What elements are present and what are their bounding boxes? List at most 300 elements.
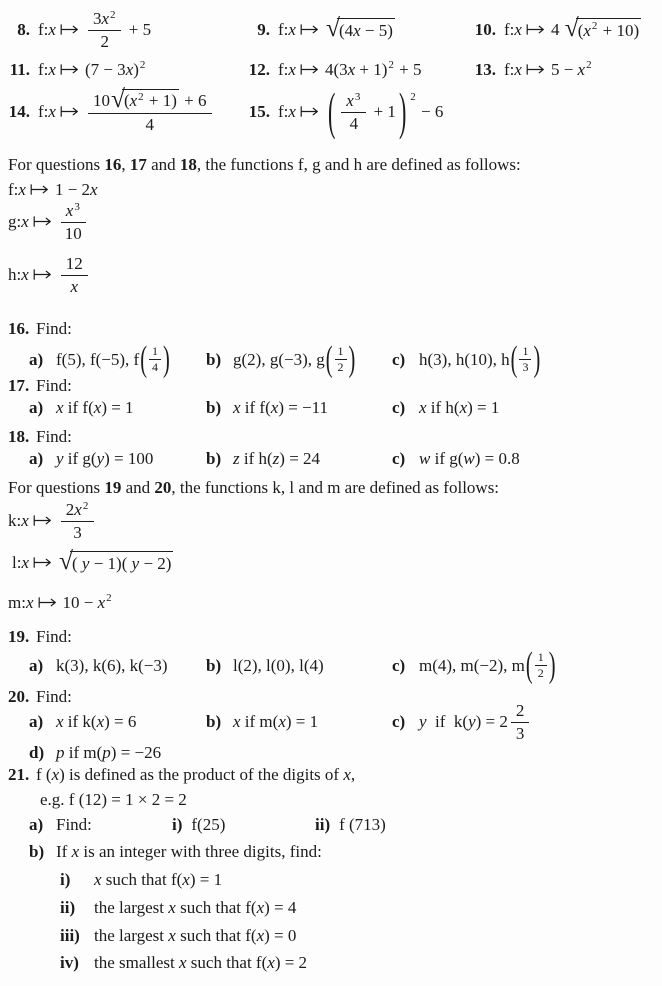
intro-paragraph-19-20 bbox=[8, 477, 499, 498]
math-text: 2 bbox=[65, 500, 75, 519]
problem-number: 12. bbox=[248, 60, 270, 80]
mapsto-icon bbox=[300, 59, 319, 80]
math-text: + 1) bbox=[144, 91, 177, 111]
subpart-math bbox=[94, 869, 222, 890]
math-text: the largest bbox=[94, 898, 169, 917]
math-text: 4 bbox=[152, 360, 159, 374]
math-bold: 17 bbox=[129, 155, 147, 174]
math-text: 4 bbox=[349, 113, 359, 133]
math-text: f(5), f(−5), f bbox=[56, 350, 140, 370]
math-text: + 6 bbox=[179, 90, 207, 110]
math-superscript: 2 bbox=[586, 59, 592, 72]
problem-math bbox=[278, 59, 422, 80]
q18-header bbox=[8, 426, 72, 447]
math-superscript: 3 bbox=[354, 90, 361, 103]
math-var: x bbox=[347, 60, 356, 80]
math-fraction bbox=[149, 345, 161, 375]
question-label: Find: bbox=[36, 627, 72, 646]
math-text: f: bbox=[38, 20, 49, 40]
math-var: x bbox=[256, 926, 265, 945]
question-text bbox=[36, 764, 355, 785]
part-label: a) bbox=[29, 656, 44, 676]
math-paren: ) bbox=[348, 340, 356, 379]
math-bold: 20 bbox=[154, 478, 172, 497]
radical-sign-icon: √ bbox=[110, 84, 125, 114]
math-paren: ) bbox=[398, 81, 407, 141]
math-text: ) = −26 bbox=[110, 743, 162, 762]
math-text: 2 bbox=[515, 700, 525, 720]
math-var: x bbox=[514, 60, 522, 80]
definition-math bbox=[8, 179, 98, 200]
math-var: x bbox=[94, 870, 102, 889]
math-paren: ( bbox=[510, 340, 518, 379]
intro-paragraph-16-18 bbox=[8, 154, 521, 175]
mapsto-icon bbox=[33, 552, 52, 573]
part-math bbox=[419, 340, 541, 379]
math-text: + 1) bbox=[355, 60, 388, 80]
math-var: x bbox=[21, 553, 29, 572]
radical-sign-icon: √ bbox=[564, 13, 579, 43]
math-text: g(2), g(−3), g bbox=[233, 350, 325, 370]
math-text: f: bbox=[504, 60, 515, 80]
part-label: d) bbox=[29, 743, 45, 762]
math-text: ) = 6 bbox=[104, 712, 137, 732]
math-fraction bbox=[519, 345, 531, 375]
math-text: 4 bbox=[550, 20, 564, 40]
fraction-numerator bbox=[88, 84, 212, 114]
math-text: if f( bbox=[63, 398, 94, 418]
item-21a-i bbox=[172, 812, 225, 838]
radicand bbox=[122, 89, 179, 111]
q18-parts-row bbox=[0, 447, 662, 471]
math-text: ( bbox=[72, 554, 82, 573]
intro-text bbox=[8, 154, 521, 175]
question-number: 20. bbox=[8, 687, 30, 706]
mapsto-icon bbox=[60, 19, 79, 40]
math-text: 3 bbox=[522, 360, 529, 374]
problem-number: 9. bbox=[257, 20, 270, 40]
part-text bbox=[56, 841, 322, 862]
part-label: b) bbox=[206, 449, 222, 469]
math-var: x bbox=[25, 593, 34, 612]
math-text: f: bbox=[278, 60, 289, 80]
math-text: e.g. f (12) = 1 × 2 = 2 bbox=[40, 790, 187, 809]
definition-math bbox=[8, 500, 97, 542]
math-var: x bbox=[343, 765, 351, 784]
math-text: 4(3 bbox=[324, 60, 348, 80]
math-var: x bbox=[48, 20, 56, 40]
math-text: ( bbox=[123, 91, 130, 111]
math-text: 10 − bbox=[62, 593, 98, 612]
item-19c bbox=[392, 645, 557, 687]
definition-math bbox=[8, 592, 113, 613]
math-var: x bbox=[583, 21, 591, 41]
fraction-denominator bbox=[65, 223, 82, 244]
fraction-numerator bbox=[535, 651, 547, 666]
problem-number: 15. bbox=[248, 102, 270, 122]
fraction-denominator bbox=[516, 723, 525, 744]
radicand bbox=[70, 551, 173, 574]
mapsto-icon bbox=[300, 19, 319, 40]
part-math bbox=[419, 701, 532, 743]
subpart-label: ii) bbox=[315, 815, 331, 835]
part-label: b) bbox=[206, 656, 222, 676]
math-text: is an integer with three digits, find: bbox=[79, 842, 322, 861]
math-paren: ( bbox=[325, 340, 333, 379]
fraction-denominator bbox=[338, 360, 344, 375]
q20-parts-row bbox=[0, 700, 662, 744]
fraction-numerator bbox=[519, 345, 531, 360]
problem-number: 13. bbox=[474, 60, 496, 80]
question-label: Find: bbox=[36, 319, 72, 338]
fraction-numerator bbox=[511, 701, 530, 723]
math-fraction bbox=[88, 9, 122, 51]
fraction-numerator bbox=[61, 254, 88, 276]
math-bold: 19 bbox=[104, 478, 122, 497]
math-radical bbox=[59, 546, 173, 575]
math-text: , the functions k, l and m are defined as follows: bbox=[171, 478, 500, 497]
math-fraction bbox=[61, 500, 95, 542]
definition-l bbox=[12, 546, 174, 575]
fraction-numerator bbox=[335, 345, 347, 360]
math-text: 2 bbox=[100, 31, 109, 51]
math-var: x bbox=[97, 593, 106, 612]
math-text: f: bbox=[504, 20, 515, 40]
part-math bbox=[56, 397, 134, 418]
math-var: x bbox=[267, 953, 275, 972]
question-number: 17. bbox=[8, 376, 30, 395]
math-text: , bbox=[350, 765, 356, 784]
math-bold: 16 bbox=[104, 155, 122, 174]
math-text: f: bbox=[38, 102, 49, 122]
mapsto-icon bbox=[60, 59, 79, 80]
part-label: c) bbox=[392, 350, 406, 370]
q21-example-line bbox=[40, 789, 187, 810]
intro-text bbox=[8, 477, 499, 498]
part-math bbox=[233, 397, 328, 418]
question-number: 16. bbox=[8, 319, 30, 338]
part-math bbox=[419, 397, 499, 418]
subpart-label: ii) bbox=[60, 898, 76, 917]
math-var: y bbox=[419, 712, 427, 732]
mapsto-icon bbox=[526, 19, 545, 40]
math-text: + 1 bbox=[369, 102, 396, 122]
math-text: (4 bbox=[338, 21, 354, 41]
math-text: 1 bbox=[522, 344, 529, 359]
mapsto-icon bbox=[300, 101, 319, 122]
math-text: 3 bbox=[515, 723, 525, 743]
math-text: such that f( bbox=[175, 898, 257, 917]
math-var: x bbox=[21, 265, 29, 285]
math-superscript: 2 bbox=[109, 8, 116, 21]
item-18a bbox=[29, 447, 153, 471]
question-number: 21. bbox=[8, 765, 30, 784]
math-var: x bbox=[48, 60, 56, 80]
math-bold: 18 bbox=[179, 155, 197, 174]
math-text: ) bbox=[133, 60, 139, 80]
math-paren: ) bbox=[163, 340, 170, 379]
math-var: p bbox=[102, 743, 111, 762]
math-text: f (713) bbox=[339, 815, 386, 835]
math-var: x bbox=[56, 398, 64, 418]
problem-math bbox=[278, 13, 396, 43]
math-text: 10 bbox=[92, 90, 110, 110]
definition-g bbox=[8, 201, 89, 243]
math-text: 2 bbox=[337, 360, 344, 374]
q16-parts-row bbox=[0, 337, 662, 383]
math-text: and bbox=[121, 478, 155, 497]
math-text: If bbox=[56, 842, 72, 861]
math-text: if m( bbox=[64, 743, 103, 762]
math-paren: ( bbox=[140, 340, 148, 379]
part-label: a) bbox=[29, 398, 44, 418]
math-var: y bbox=[81, 554, 90, 573]
math-text: ) = 1 bbox=[285, 712, 319, 732]
item-17c bbox=[392, 396, 499, 420]
math-var: z bbox=[272, 449, 280, 469]
problems-row-1 bbox=[0, 4, 662, 56]
fraction-numerator bbox=[341, 91, 366, 113]
math-var: x bbox=[577, 60, 586, 80]
math-fraction bbox=[335, 345, 347, 375]
math-text: For questions bbox=[8, 155, 105, 174]
math-var: w bbox=[419, 449, 431, 469]
part-label: a) bbox=[29, 350, 44, 370]
problem-math bbox=[38, 84, 215, 134]
part-label: a) bbox=[29, 712, 44, 732]
math-var: x bbox=[101, 8, 109, 28]
math-text: f: bbox=[278, 102, 289, 122]
math-text: 1 bbox=[337, 344, 344, 359]
math-text: 3 bbox=[92, 8, 102, 28]
problem-15 bbox=[240, 80, 443, 144]
math-var: x bbox=[288, 60, 296, 80]
math-text: f: bbox=[8, 180, 19, 199]
part-math bbox=[233, 655, 324, 676]
definition-k bbox=[8, 500, 97, 542]
math-var: x bbox=[419, 398, 427, 418]
part-math bbox=[56, 340, 171, 379]
part-math bbox=[233, 448, 320, 469]
math-var: y bbox=[56, 449, 64, 469]
math-var: x bbox=[270, 398, 279, 418]
fraction-denominator bbox=[145, 114, 154, 135]
math-superscript: 2 bbox=[82, 500, 89, 512]
math-var: x bbox=[21, 212, 29, 232]
math-var: x bbox=[233, 398, 241, 418]
math-text: such that f( bbox=[186, 953, 268, 972]
math-text: the largest bbox=[94, 926, 169, 945]
part-label: a) bbox=[29, 815, 44, 835]
mapsto-icon bbox=[30, 179, 49, 200]
question-number: 19. bbox=[8, 627, 30, 646]
math-text: if h( bbox=[426, 398, 460, 418]
item-16c bbox=[392, 337, 541, 383]
definition-m bbox=[8, 592, 113, 613]
mapsto-icon bbox=[38, 592, 57, 613]
part-label: a) bbox=[29, 449, 44, 469]
math-var: x bbox=[514, 20, 522, 40]
q21-line-1 bbox=[8, 764, 355, 785]
part-math bbox=[56, 655, 168, 676]
fraction-denominator bbox=[538, 666, 544, 681]
radicand bbox=[337, 18, 395, 41]
math-text: 1 bbox=[152, 344, 159, 359]
math-fraction bbox=[511, 701, 530, 743]
math-text: ) is defined as the product of the digits of bbox=[59, 765, 344, 784]
math-var: x bbox=[346, 90, 354, 110]
math-text: such that f( bbox=[175, 926, 257, 945]
subpart-math bbox=[94, 952, 307, 973]
math-var: x bbox=[74, 500, 82, 519]
math-var: x bbox=[96, 712, 105, 732]
math-var: x bbox=[459, 398, 468, 418]
problem-math bbox=[38, 59, 146, 80]
math-var: x bbox=[256, 898, 265, 917]
math-paren: ) bbox=[533, 340, 541, 379]
item-21a-ii bbox=[315, 812, 386, 838]
fraction-denominator bbox=[100, 31, 109, 52]
math-var: x bbox=[353, 21, 361, 41]
math-text: + 10) bbox=[598, 21, 640, 41]
item-19b bbox=[206, 645, 324, 687]
math-superscript: 2 bbox=[388, 59, 394, 72]
math-text: + 5 bbox=[394, 60, 422, 80]
math-var: x bbox=[288, 102, 296, 122]
math-text: if k( bbox=[63, 712, 97, 732]
math-text: l(2), l(0), l(4) bbox=[233, 656, 324, 676]
question-label: Find: bbox=[36, 427, 72, 446]
fraction-numerator bbox=[88, 9, 122, 31]
math-text: 5 − bbox=[550, 60, 578, 80]
math-text: ) = 2 bbox=[274, 953, 308, 972]
math-paren: ) bbox=[548, 646, 556, 685]
math-radical bbox=[110, 84, 179, 114]
math-var: x bbox=[51, 765, 60, 784]
part-label: b) bbox=[206, 350, 222, 370]
problem-math bbox=[38, 9, 151, 51]
subpart-math bbox=[94, 897, 296, 918]
question-label: Find: bbox=[36, 687, 72, 706]
item-17b bbox=[206, 396, 328, 420]
math-text: 4 bbox=[145, 114, 154, 134]
math-text: − 2) bbox=[139, 554, 172, 573]
math-fraction bbox=[341, 91, 366, 133]
math-var: x bbox=[48, 102, 56, 122]
math-text: , the functions f, g and h are defined as follows: bbox=[196, 155, 521, 174]
item-18b bbox=[206, 447, 320, 471]
math-text: ) = 1 bbox=[467, 398, 500, 418]
math-text: For questions bbox=[8, 478, 105, 497]
math-text: − 6 bbox=[416, 102, 444, 122]
part-label: b) bbox=[206, 712, 222, 732]
math-text: g: bbox=[8, 212, 22, 232]
math-text: 10 bbox=[64, 223, 82, 243]
problem-number: 8. bbox=[17, 20, 30, 40]
part-label: c) bbox=[392, 449, 406, 469]
math-superscript: 3 bbox=[74, 201, 80, 213]
math-text: h: bbox=[8, 265, 22, 285]
radicand bbox=[576, 18, 641, 41]
math-radical bbox=[325, 13, 395, 43]
item-16b bbox=[206, 337, 356, 383]
part-label: c) bbox=[392, 712, 406, 732]
math-var: x bbox=[65, 201, 74, 220]
part-math bbox=[56, 448, 153, 469]
math-text: 1 − 2 bbox=[54, 180, 91, 199]
math-superscript: 2 bbox=[138, 91, 144, 104]
math-text: , bbox=[121, 155, 130, 174]
math-paren: ( bbox=[525, 646, 533, 685]
subpart-label: iv) bbox=[60, 953, 79, 972]
fraction-numerator bbox=[61, 201, 86, 223]
subpart-label: i) bbox=[60, 870, 71, 889]
math-var: x bbox=[288, 20, 296, 40]
problem-math bbox=[278, 81, 444, 141]
fraction-numerator bbox=[61, 500, 95, 522]
math-text: + 5 bbox=[124, 20, 152, 40]
item-20c bbox=[392, 700, 532, 744]
definition-f bbox=[8, 179, 98, 200]
math-text: l: bbox=[12, 553, 22, 572]
definition-math bbox=[12, 546, 174, 575]
math-text: − 1)( bbox=[89, 554, 132, 573]
problem-8 bbox=[0, 4, 151, 56]
item-21b-iii bbox=[60, 925, 296, 946]
math-var: z bbox=[233, 449, 240, 469]
q21-part-a-row bbox=[0, 812, 662, 838]
math-var: y bbox=[131, 554, 140, 573]
math-text: ) = 100 bbox=[104, 449, 154, 469]
mapsto-icon bbox=[60, 101, 79, 122]
math-text: if k( bbox=[426, 712, 469, 732]
math-text: − 5) bbox=[360, 21, 393, 41]
math-var: y bbox=[96, 449, 105, 469]
definition-math bbox=[8, 201, 89, 243]
math-text: if m( bbox=[240, 712, 279, 732]
math-radical bbox=[564, 13, 641, 43]
math-var: w bbox=[463, 449, 475, 469]
math-fraction bbox=[535, 651, 547, 681]
math-text: 12 bbox=[65, 254, 83, 273]
item-20b bbox=[206, 700, 318, 744]
definition-math bbox=[8, 254, 91, 296]
part-math bbox=[56, 711, 136, 732]
math-var: x bbox=[93, 398, 102, 418]
math-text: ) = 0.8 bbox=[474, 449, 520, 469]
part-math bbox=[233, 340, 356, 379]
math-text: if f( bbox=[240, 398, 271, 418]
mapsto-icon bbox=[526, 59, 545, 80]
problem-number: 14. bbox=[8, 102, 30, 122]
math-var: x bbox=[278, 712, 286, 732]
subpart-math bbox=[191, 814, 225, 835]
part-label: b) bbox=[29, 842, 45, 861]
math-text: k: bbox=[8, 511, 22, 531]
math-fraction bbox=[61, 254, 88, 296]
math-text: if g( bbox=[430, 449, 464, 469]
math-text: ) = 0 bbox=[264, 926, 297, 945]
radical-sign-icon: √ bbox=[59, 546, 73, 575]
problem-9 bbox=[240, 4, 396, 56]
fraction-denominator bbox=[152, 360, 158, 375]
problem-math bbox=[504, 59, 593, 80]
fraction-denominator bbox=[522, 360, 528, 375]
question-number: 18. bbox=[8, 427, 30, 446]
math-text: if h( bbox=[239, 449, 273, 469]
part-label: c) bbox=[392, 398, 406, 418]
math-var: x bbox=[71, 842, 80, 861]
